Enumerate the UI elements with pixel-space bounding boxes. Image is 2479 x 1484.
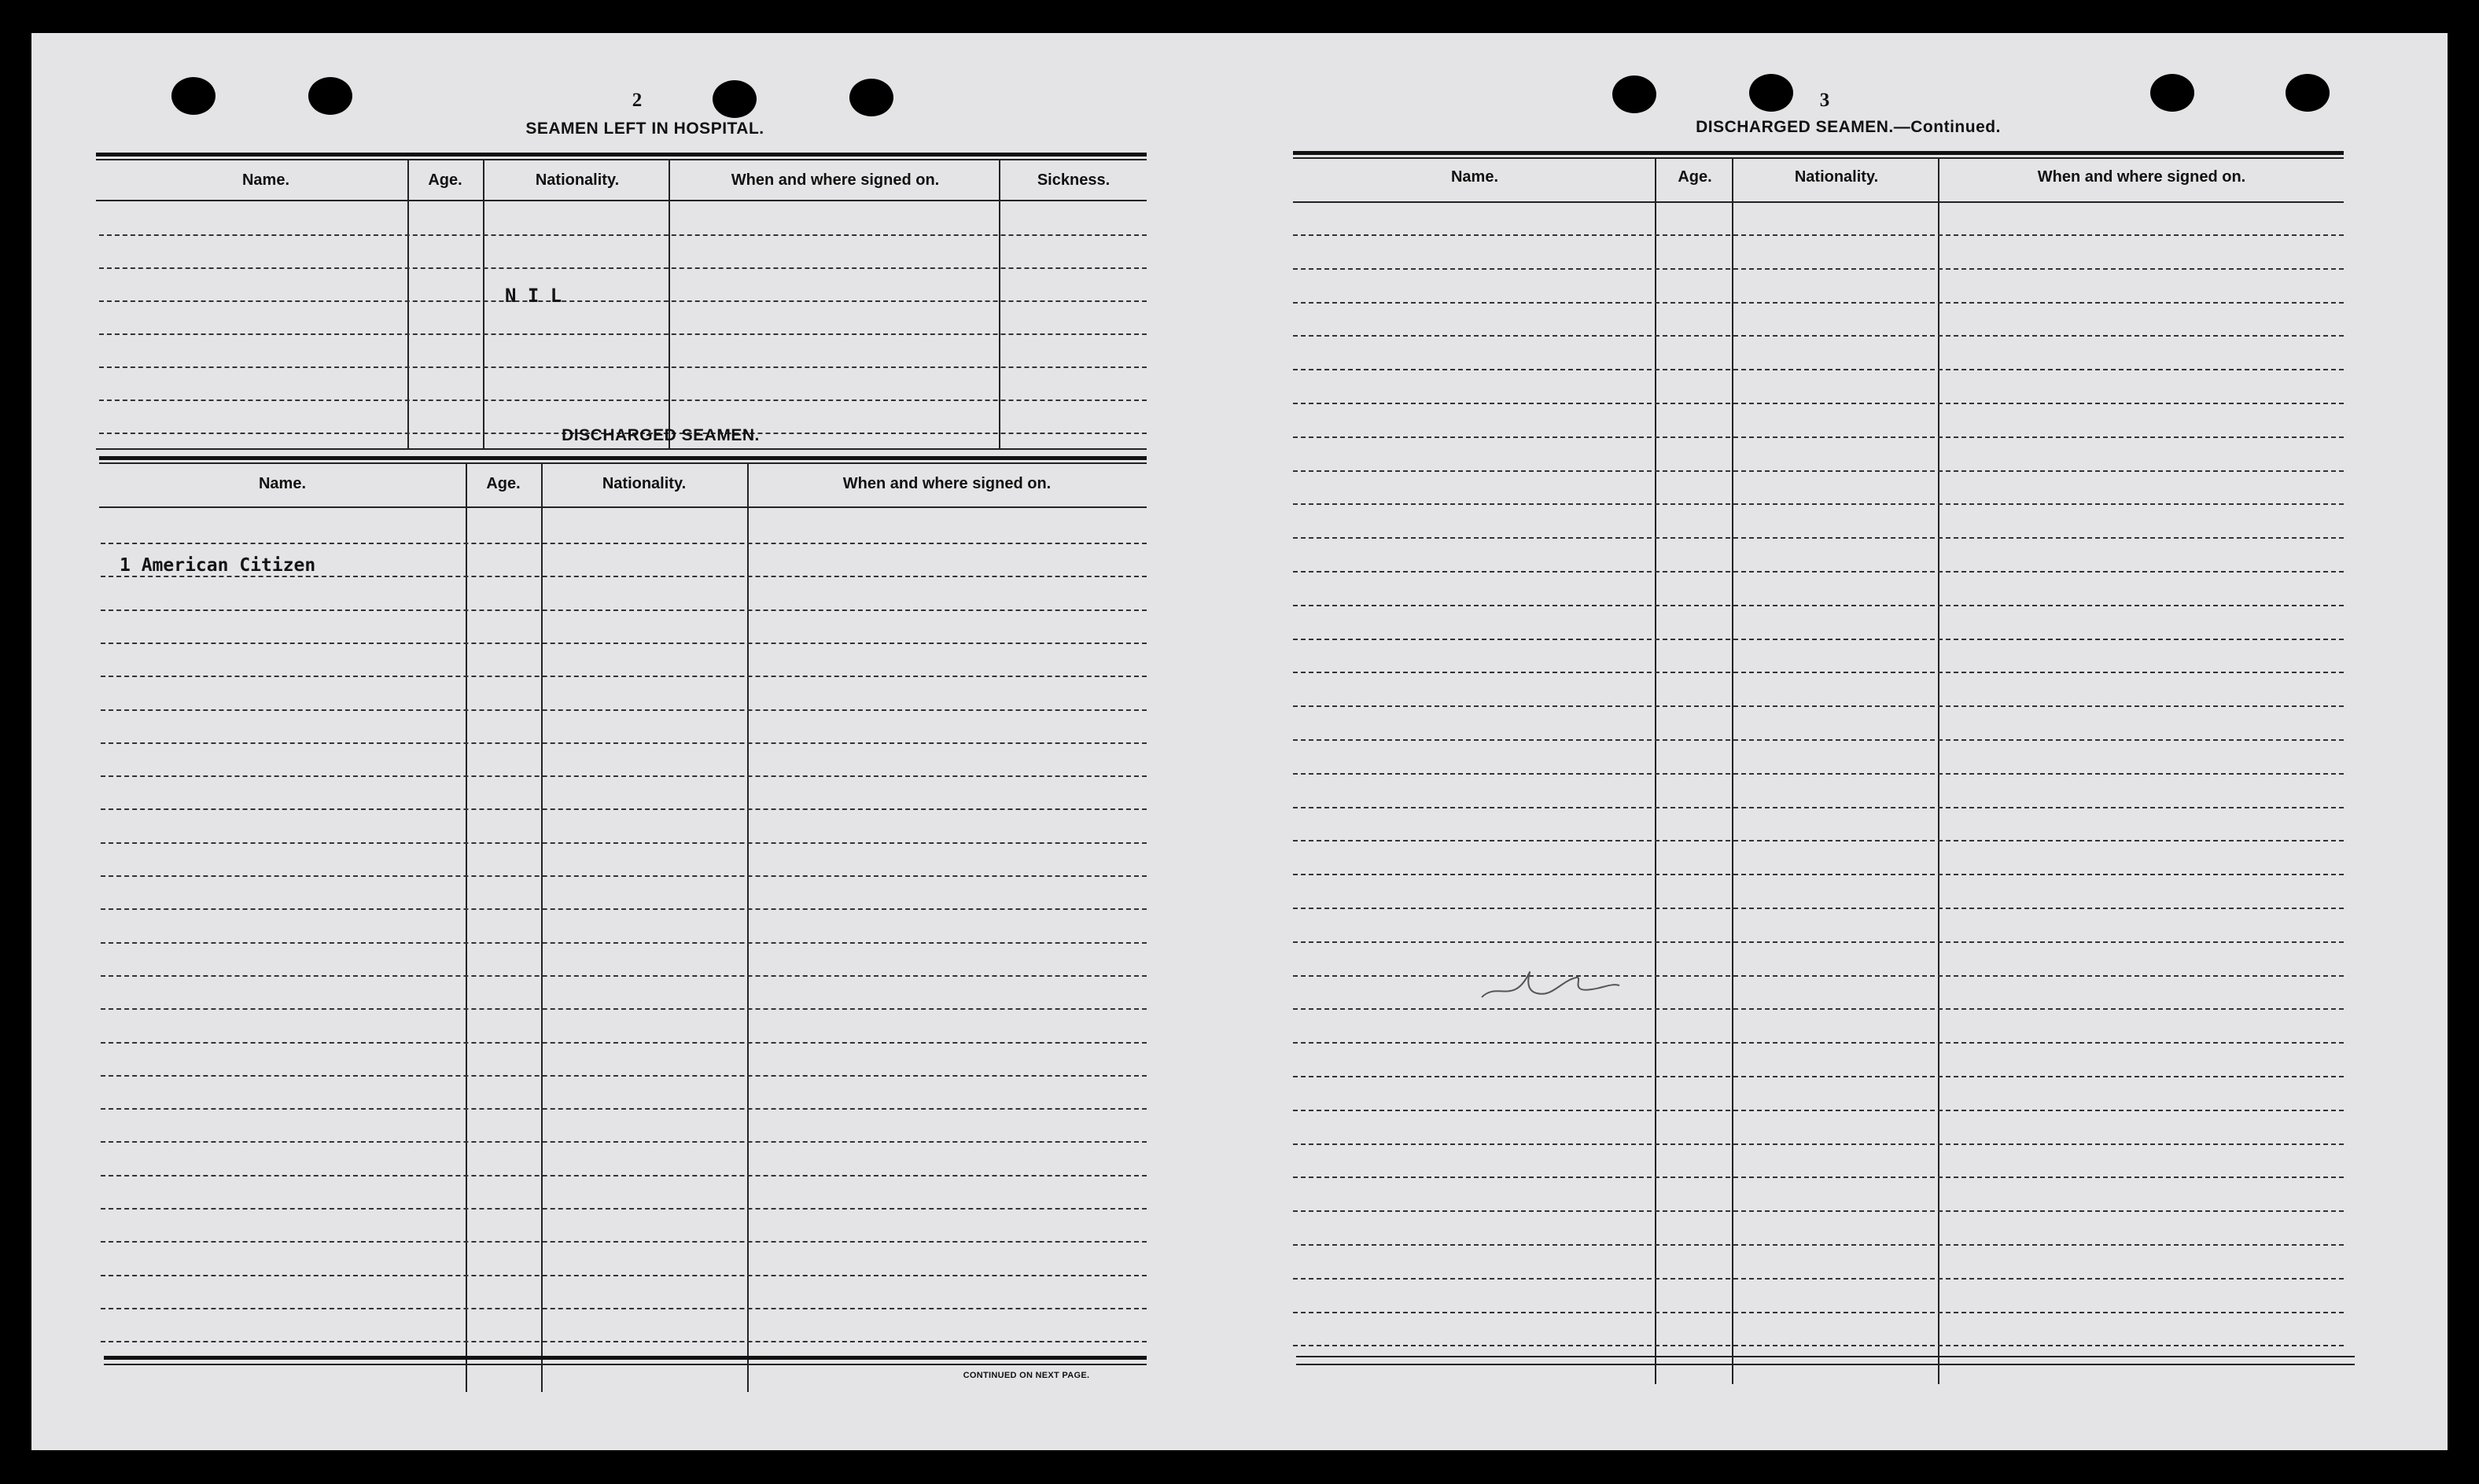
ruled-line (1293, 672, 2344, 673)
table-bottom-rule (104, 1364, 1147, 1365)
ruled-line (101, 643, 1147, 644)
column-header: Name. (1450, 168, 1499, 186)
ruled-line (101, 676, 1147, 677)
punch-hole (1749, 74, 1793, 112)
ruled-line (1293, 639, 2344, 640)
nil-entry: N I L (505, 285, 562, 307)
ruled-line (1293, 1244, 2344, 1246)
punch-hole (1612, 75, 1656, 113)
table-bottom-rule (1296, 1356, 2355, 1357)
ruled-line (101, 1208, 1147, 1210)
ruled-line (1293, 1177, 2344, 1178)
punch-hole (2150, 74, 2194, 112)
ruled-line (1293, 705, 2344, 707)
ruled-line (1293, 941, 2344, 943)
ruled-line (1293, 503, 2344, 505)
ruled-line (1293, 773, 2344, 775)
table-top-rule (1293, 157, 2344, 159)
pencil-mark (1474, 950, 1623, 1021)
ruled-line (99, 366, 1147, 368)
header-underline (1293, 201, 2344, 203)
ruled-line (99, 234, 1147, 236)
column-header: Nationality. (1794, 168, 1879, 186)
ruled-line (1293, 807, 2344, 808)
ruled-line (1293, 470, 2344, 472)
ruled-line (101, 1241, 1147, 1243)
ruled-line (1293, 571, 2344, 573)
ruled-line (1293, 1210, 2344, 1212)
column-divider (669, 159, 670, 450)
continued-note: CONTINUED ON NEXT PAGE. (963, 1371, 1090, 1380)
ruled-line (101, 842, 1147, 844)
section-title-hospital: SEAMEN LEFT IN HOSPITAL. (525, 120, 764, 138)
ruled-line (101, 1275, 1147, 1276)
ruled-line (1293, 268, 2344, 270)
ruled-line (1293, 1076, 2344, 1077)
column-header: Sickness. (1037, 171, 1111, 189)
punch-hole (308, 77, 352, 115)
table-bottom-rule (104, 1356, 1147, 1360)
punch-hole (2286, 74, 2330, 112)
column-header: When and where signed on. (842, 475, 1052, 492)
table-top-rule (99, 456, 1147, 460)
ruled-line (1293, 234, 2344, 236)
column-divider (1938, 157, 1939, 1384)
column-divider (407, 159, 409, 450)
ruled-line (101, 1042, 1147, 1044)
ruled-line (1293, 1345, 2344, 1346)
section-title-discharged: DISCHARGED SEAMEN. (562, 426, 760, 444)
ruled-line (101, 1075, 1147, 1077)
column-divider (466, 462, 467, 1392)
column-header: Age. (1678, 168, 1712, 186)
column-header: Name. (258, 475, 307, 492)
section-rule (96, 448, 1147, 450)
column-header: Nationality. (535, 171, 620, 189)
ruled-line (1293, 908, 2344, 909)
ruled-line (1293, 1278, 2344, 1280)
ruled-line (101, 609, 1147, 611)
page-number: 3 (1819, 90, 1830, 111)
column-header: Nationality. (602, 475, 687, 492)
ruled-line (1293, 1008, 2344, 1010)
ruled-line (99, 300, 1147, 302)
ruled-line (1293, 605, 2344, 606)
column-divider (747, 462, 749, 1392)
table-top-rule (96, 153, 1147, 157)
punch-hole (849, 79, 893, 116)
ruled-line (99, 333, 1147, 335)
ruled-line (1293, 369, 2344, 370)
header-underline (96, 200, 1147, 201)
discharged-entry: 1 American Citizen (120, 555, 316, 576)
ruled-line (1293, 436, 2344, 438)
table-top-rule (99, 462, 1147, 464)
column-divider (483, 159, 484, 450)
ruled-line (101, 1175, 1147, 1177)
ruled-line (1293, 1312, 2344, 1313)
ruled-line (101, 1308, 1147, 1309)
column-header: Age. (428, 171, 462, 189)
column-divider (541, 462, 543, 1392)
table-bottom-rule (1296, 1364, 2355, 1365)
ruled-line (1293, 840, 2344, 841)
ruled-line (101, 908, 1147, 910)
column-header: Name. (241, 171, 290, 189)
ruled-line (101, 742, 1147, 744)
ruled-line (101, 576, 1147, 577)
column-divider (999, 159, 1000, 450)
ruled-line (101, 1108, 1147, 1110)
column-header: Age. (486, 475, 521, 492)
ruled-line (99, 267, 1147, 269)
ruled-line (101, 875, 1147, 877)
ruled-line (101, 808, 1147, 810)
ruled-line (1293, 302, 2344, 304)
manifest-sheet (31, 33, 2448, 1450)
column-divider (1732, 157, 1733, 1384)
ruled-line (1293, 1110, 2344, 1111)
column-header: When and where signed on. (2037, 168, 2246, 186)
ruled-line (101, 775, 1147, 777)
page-number: 2 (632, 90, 643, 111)
ruled-line (1293, 739, 2344, 741)
ruled-line (101, 1141, 1147, 1143)
ruled-line (1293, 874, 2344, 875)
punch-hole (171, 77, 215, 115)
ruled-line (101, 975, 1147, 977)
header-underline (99, 506, 1147, 508)
ruled-line (1293, 403, 2344, 404)
ruled-line (99, 400, 1147, 401)
ruled-line (101, 709, 1147, 711)
table-top-rule (1293, 151, 2344, 155)
ruled-line (101, 543, 1147, 544)
section-title-discharged-continued: DISCHARGED SEAMEN.—Continued. (1696, 118, 2001, 136)
ruled-line (101, 1341, 1147, 1342)
table-top-rule (96, 159, 1147, 160)
ruled-line (1293, 1042, 2344, 1044)
column-divider (1655, 157, 1656, 1384)
ruled-line (1293, 975, 2344, 977)
ruled-line (1293, 1143, 2344, 1145)
punch-hole (713, 80, 757, 118)
column-header: When and where signed on. (731, 171, 940, 189)
ruled-line (1293, 537, 2344, 539)
ruled-line (101, 942, 1147, 944)
ruled-line (1293, 335, 2344, 337)
ruled-line (101, 1008, 1147, 1010)
